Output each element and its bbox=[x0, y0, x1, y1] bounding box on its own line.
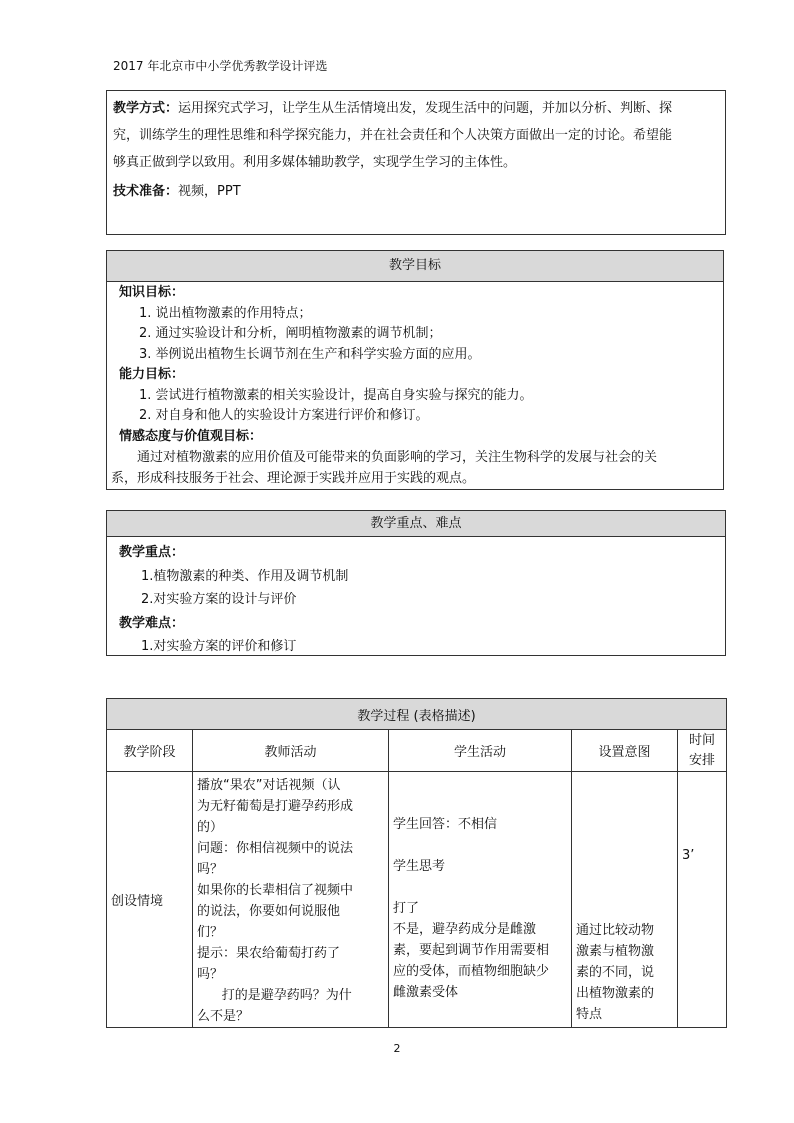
knowledge-label: 知识目标： bbox=[119, 285, 185, 300]
page-number: 2 bbox=[393, 1042, 401, 1055]
knowledge-item: 3. 举例说出植物生长调节剂在生产和科学实验方面的应用。 bbox=[139, 346, 481, 362]
intent-line: 通过比较动物 bbox=[576, 923, 655, 938]
header-stage: 教学阶段 bbox=[107, 730, 193, 772]
teacher-line: 打的是避孕药吗？为什 bbox=[197, 988, 352, 1003]
teacher-line: 如果你的长辈相信了视频中 bbox=[197, 883, 354, 898]
table-row bbox=[107, 772, 727, 1028]
student-line: 不是，避孕药成分是雌激 bbox=[393, 922, 537, 937]
header-time-line1: 时间 bbox=[689, 732, 716, 748]
teacher-line: 们？ bbox=[197, 925, 224, 940]
page-header: 2017 年北京市中小学优秀教学设计评选 bbox=[113, 59, 328, 73]
key-label: 教学重点： bbox=[119, 545, 185, 560]
tech-paragraph bbox=[113, 178, 719, 205]
knowledge-item: 2. 通过实验设计和分析，阐明植物激素的调节机制； bbox=[139, 326, 442, 341]
student-line: 素，要起到调节作用需要相 bbox=[393, 943, 550, 958]
stage-text: 创设情境 bbox=[111, 894, 164, 909]
intent-line: 出植物激素的 bbox=[576, 986, 655, 1001]
teacher-line: 么不是？ bbox=[197, 1009, 250, 1024]
ability-label: 能力目标： bbox=[119, 367, 185, 382]
intent-line: 素的不同，说 bbox=[576, 965, 655, 980]
method-box bbox=[106, 90, 726, 235]
teacher-line: 吗？ bbox=[197, 967, 224, 982]
method-line1: 运用探究式学习，让学生从生活情境出发，发现生活中的问题，并加以分析、判断、探 bbox=[178, 101, 673, 116]
student-line: 雌激素受体 bbox=[393, 985, 459, 1000]
emotion-line1: 通过对植物激素的应用价值及可能带来的负面影响的学习，关注生物科学的发展与社会的关 bbox=[137, 450, 658, 465]
header-teacher: 教师活动 bbox=[193, 730, 389, 772]
header-time-line2: 安排 bbox=[689, 752, 716, 768]
process-header-row bbox=[107, 730, 727, 772]
student-activity-cell bbox=[389, 772, 572, 1028]
objectives-box bbox=[106, 250, 724, 490]
ability-item: 1. 尝试进行植物激素的相关实验设计，提高自身实验与探究的能力。 bbox=[139, 387, 533, 403]
teacher-activity-cell bbox=[193, 772, 389, 1028]
ability-item: 2. 对自身和他人的实验设计方案进行评价和修订。 bbox=[139, 408, 429, 423]
time-value: 3’ bbox=[682, 848, 695, 863]
teacher-line: 的说法，你要如何说服他 bbox=[197, 904, 341, 919]
teacher-line: 提示：果农给葡萄打药了 bbox=[197, 946, 341, 961]
emotion-label: 情感态度与价值观目标： bbox=[119, 428, 263, 444]
tech-value: 视频，PPT bbox=[178, 184, 241, 199]
teacher-line: 播放“果农”对话视频（认 bbox=[197, 778, 341, 793]
student-line: 学生回答：不相信 bbox=[393, 817, 498, 832]
process-title: 教学过程 (表格描述) bbox=[107, 699, 727, 730]
intent-cell bbox=[572, 772, 678, 1028]
teacher-line: 的） bbox=[197, 820, 224, 835]
knowledge-item: 1. 说出植物激素的作用特点； bbox=[139, 305, 312, 321]
teacher-line: 为无籽葡萄是打避孕药形成 bbox=[197, 799, 354, 814]
stage-cell bbox=[107, 772, 193, 1028]
key-item: 2.对实验方案的设计与评价 bbox=[141, 592, 297, 607]
tech-label: 技术准备： bbox=[113, 184, 179, 199]
method-label: 教学方式： bbox=[113, 101, 179, 116]
header-intent: 设置意图 bbox=[572, 730, 678, 772]
intent-line: 特点 bbox=[576, 1007, 603, 1022]
emotion-line2: 系，形成科技服务于社会、理论源于实践并应用于实践的观点。 bbox=[111, 471, 476, 486]
intent-line: 激素与植物激 bbox=[576, 944, 655, 959]
header-time bbox=[678, 730, 727, 772]
header-student: 学生活动 bbox=[389, 730, 572, 772]
difficult-item: 1.对实验方案的评价和修订 bbox=[141, 639, 297, 654]
keypoints-box bbox=[106, 510, 726, 656]
student-line: 打了 bbox=[393, 901, 420, 916]
objectives-title: 教学目标 bbox=[107, 251, 723, 282]
keypoints-title: 教学重点、难点 bbox=[107, 511, 725, 537]
student-line: 应的受体，而植物细胞缺少 bbox=[393, 964, 550, 979]
teacher-line: 吗？ bbox=[197, 862, 224, 877]
process-table bbox=[106, 698, 727, 1028]
difficult-label: 教学难点： bbox=[119, 615, 185, 631]
time-cell bbox=[678, 772, 727, 1028]
student-line: 学生思考 bbox=[393, 859, 446, 874]
process-title-row bbox=[107, 699, 727, 730]
method-paragraph bbox=[113, 95, 719, 122]
teacher-line: 问题：你相信视频中的说法 bbox=[197, 841, 354, 856]
method-line2: 究，训练学生的理性思维和科学探究能力，并在社会责任和个人决策方面做出一定的讨论。希望能 bbox=[113, 128, 673, 143]
method-line3: 够真正做到学以致用。利用多媒体辅助教学，实现学生学习的主体性。 bbox=[113, 155, 517, 170]
key-item: 1.植物激素的种类、作用及调节机制 bbox=[141, 568, 349, 584]
